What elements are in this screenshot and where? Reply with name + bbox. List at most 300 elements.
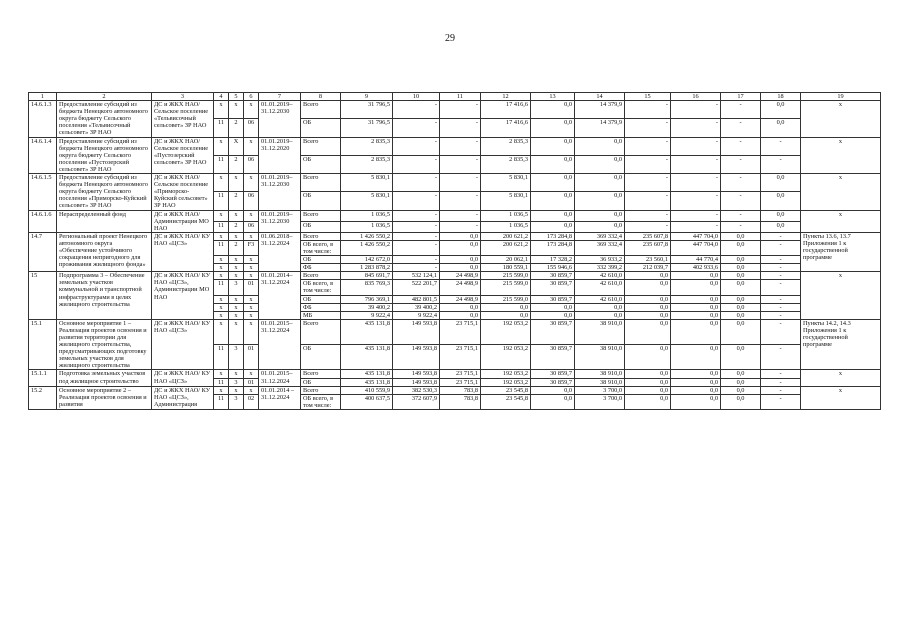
table-cell: 0,0 (761, 221, 801, 232)
table-cell: - (761, 137, 801, 155)
table-cell: 0,0 (671, 319, 721, 344)
table-cell: - (671, 137, 721, 155)
table-cell: 382 530,3 (393, 386, 440, 394)
table-cell: Всего (301, 370, 341, 378)
table-cell: 01.01.2019– 31.12.2030 (259, 101, 301, 137)
table-cell: 1 036,5 (481, 221, 531, 232)
table-cell: ДС и ЖКХ НАО/ КУ НАО «ЦСЗ», Администрации МО НАО (152, 272, 214, 320)
table-cell: х (214, 174, 229, 192)
table-cell: х (229, 210, 244, 221)
table-cell: - (761, 345, 801, 370)
table-cell: 149 593,8 (393, 345, 440, 370)
table-cell: х (801, 370, 881, 386)
table-cell: 0,0 (531, 394, 575, 409)
table-cell: 30 859,7 (531, 280, 575, 295)
table-cell: 1 283 878,2 (341, 264, 393, 272)
table-row (29, 210, 881, 221)
table-cell: - (761, 256, 801, 264)
table-cell: 2 (229, 155, 244, 173)
header-cell: 13 (531, 93, 575, 101)
table-cell: Предоставление субсидий из бюджета Ненецкого автономного округа бюджету Сельского поселения «Приморско-Куйский сельсовет» ЗР НАО (57, 174, 152, 210)
table-cell: - (440, 192, 481, 210)
table-cell: 42 610,0 (575, 272, 625, 280)
table-cell: - (761, 311, 801, 319)
table-cell: ОБ (301, 256, 341, 264)
table-cell: Всего (301, 137, 341, 155)
table-cell: 0,0 (721, 378, 761, 386)
table-cell: 5 830,1 (481, 192, 531, 210)
table-cell: 1 426 550,2 (341, 240, 393, 255)
table-cell: Предоставление субсидий из бюджета Ненецкого автономного округа бюджету Сельского поселения «Тельвисочный сельсовет» ЗР НАО (57, 101, 152, 137)
table-cell: 0,0 (440, 232, 481, 240)
table-cell: 2 835,3 (341, 155, 393, 173)
table-cell: х (214, 232, 229, 240)
table-cell: х (244, 370, 259, 378)
table-cell: 15 (29, 272, 57, 320)
header-cell: 15 (625, 93, 671, 101)
table-cell: 212 039,7 (625, 264, 671, 272)
table-cell: ОБ (301, 155, 341, 173)
table-cell: 192 053,2 (481, 345, 531, 370)
table-cell: х (214, 272, 229, 280)
table-cell: - (440, 210, 481, 221)
table-cell: МБ (301, 311, 341, 319)
table-cell: 235 607,8 (625, 240, 671, 255)
table-cell: 2 (229, 192, 244, 210)
table-cell: 0,0 (575, 174, 625, 192)
table-cell: 0,0 (531, 210, 575, 221)
table-cell: 435 131,8 (341, 378, 393, 386)
table-cell: ДС и ЖКХ НАО/ КУ НАО «ЦСЗ» (152, 319, 214, 370)
table-cell: 0,0 (721, 303, 761, 311)
table-cell: - (721, 101, 761, 119)
table-cell: 0,0 (721, 240, 761, 255)
table-cell: 0,0 (440, 240, 481, 255)
table-cell: 0,0 (531, 174, 575, 192)
table-cell: 38 910,0 (575, 370, 625, 378)
table-cell: Всего (301, 101, 341, 119)
header-cell: 10 (393, 93, 440, 101)
table-cell: 0,0 (531, 155, 575, 173)
table-cell: 39 400,2 (341, 303, 393, 311)
table-cell: 0,0 (671, 378, 721, 386)
table-cell: 0,0 (625, 272, 671, 280)
table-cell: 0,0 (531, 101, 575, 119)
table-cell: - (761, 240, 801, 255)
table-cell: - (721, 119, 761, 137)
table-cell: ДС и ЖКХ НАО/ КУ НАО «ЦСЗ» (152, 232, 214, 271)
table-cell: Всего (301, 232, 341, 240)
table-cell: - (761, 295, 801, 303)
table-cell: 149 593,8 (393, 370, 440, 378)
table-cell: 1 036,5 (341, 221, 393, 232)
table-cell: - (721, 210, 761, 221)
table-cell: - (761, 394, 801, 409)
table-cell: 06 (244, 155, 259, 173)
table-cell: - (625, 137, 671, 155)
table-cell: 0,0 (721, 386, 761, 394)
table-cell: - (721, 192, 761, 210)
table-cell: 3 (229, 280, 244, 295)
table-cell: 0,0 (440, 311, 481, 319)
table-cell: 0,0 (481, 311, 531, 319)
table-cell: 372 607,9 (393, 394, 440, 409)
table-cell: 435 131,8 (341, 345, 393, 370)
table-cell: х (214, 295, 229, 303)
table-cell: х (229, 101, 244, 119)
table-cell: 2 (229, 240, 244, 255)
table-cell: - (440, 221, 481, 232)
table-cell: 0,0 (531, 137, 575, 155)
table-cell: 0,0 (625, 386, 671, 394)
table-cell: х (244, 264, 259, 272)
table-cell: Предоставление субсидий из бюджета Ненецкого автономного округа бюджету Сельского поселения «Пустозерский сельсовет» ЗР НАО (57, 137, 152, 173)
table-cell: 522 201,7 (393, 280, 440, 295)
table-cell: 23 545,8 (481, 394, 531, 409)
table-cell: - (761, 370, 801, 378)
table-cell: 0,0 (721, 272, 761, 280)
table-cell: 11 (214, 345, 229, 370)
table-cell: 01 (244, 280, 259, 295)
table-cell: 0,0 (531, 119, 575, 137)
table-cell: 0,0 (671, 386, 721, 394)
table-cell: 23 715,1 (440, 378, 481, 386)
table-cell: 0,0 (575, 303, 625, 311)
table-cell: - (393, 137, 440, 155)
table-cell: Основное мероприятие 1 – Реализация проектов освоения и развития территории для жилищного строительства, предусматривающих подготовку земельных участков для жилищного строительства (57, 319, 152, 370)
table-cell: 42 610,0 (575, 295, 625, 303)
table-cell: 38 910,0 (575, 345, 625, 370)
table-cell: 0,0 (440, 264, 481, 272)
table-cell: 173 284,8 (531, 240, 575, 255)
table-cell: 0,0 (671, 303, 721, 311)
table-cell: 3 700,0 (575, 394, 625, 409)
table-cell: F3 (244, 240, 259, 255)
table-cell: 42 610,0 (575, 280, 625, 295)
table-cell: х (229, 256, 244, 264)
table-cell: - (721, 221, 761, 232)
table-cell: 1 036,5 (341, 210, 393, 221)
table-cell: 23 715,1 (440, 345, 481, 370)
table-cell: 0,0 (761, 119, 801, 137)
table-cell: 01.01.2015– 31.12.2024 (259, 370, 301, 386)
table-cell: - (761, 378, 801, 386)
table-cell: - (721, 155, 761, 173)
table-cell: 0,0 (531, 221, 575, 232)
table-cell: 835 769,3 (341, 280, 393, 295)
table-cell: Всего (301, 319, 341, 344)
header-cell: 6 (244, 93, 259, 101)
header-cell: 4 (214, 93, 229, 101)
table-cell: 149 593,8 (393, 378, 440, 386)
table-cell: 0,0 (440, 303, 481, 311)
table-cell: 200 621,2 (481, 240, 531, 255)
table-cell: х (244, 386, 259, 394)
table-cell: - (761, 272, 801, 280)
table-cell: х (229, 386, 244, 394)
table-cell: 14.6.1.4 (29, 137, 57, 173)
table-row (29, 101, 881, 119)
table-row (29, 319, 881, 344)
table-cell: х (214, 101, 229, 119)
table-cell: 3 700,0 (575, 386, 625, 394)
table-cell: 410 559,9 (341, 386, 393, 394)
table-cell: Всего (301, 210, 341, 221)
header-row (29, 93, 881, 101)
table-cell: х (214, 370, 229, 378)
table-cell: 31 796,5 (341, 101, 393, 119)
table-cell: ДС и ЖКХ НАО/ КУ НАО «ЦСЗ» (152, 370, 214, 386)
table-cell: 447 704,0 (671, 240, 721, 255)
table-cell: 0,0 (671, 345, 721, 370)
table-cell: 01.01.2014– 31.12.2024 (259, 272, 301, 320)
table-cell: 0,0 (721, 232, 761, 240)
table-cell: Нераспределенный фонд (57, 210, 152, 232)
table-cell: 0,0 (761, 101, 801, 119)
table-cell: Пункты 13.6, 13.7 Приложения 1 к государственной программе (801, 232, 881, 271)
table-cell: 2 835,3 (481, 155, 531, 173)
table-cell: Подготовка земельных участков под жилищное строительство (57, 370, 152, 386)
table-cell: 23 545,8 (481, 386, 531, 394)
table-cell: 14.6.1.3 (29, 101, 57, 137)
table-cell: 23 715,1 (440, 319, 481, 344)
table-cell: 1 036,5 (481, 210, 531, 221)
table-cell: 369 332,4 (575, 232, 625, 240)
table-cell: 142 672,0 (341, 256, 393, 264)
table-cell: - (393, 256, 440, 264)
table-cell: 06 (244, 192, 259, 210)
table-cell: 0,0 (531, 303, 575, 311)
table-cell: 0,0 (671, 280, 721, 295)
table-cell: ОБ всего, в том числе: (301, 280, 341, 295)
table-cell: 192 053,2 (481, 319, 531, 344)
header-cell: 18 (761, 93, 801, 101)
header-cell: 19 (801, 93, 881, 101)
table-cell: 0,0 (481, 303, 531, 311)
table-cell: 0,0 (625, 303, 671, 311)
table-cell: 5 830,1 (481, 174, 531, 192)
table-cell: х (801, 386, 881, 409)
table-cell: 24 498,9 (440, 280, 481, 295)
header-cell: 9 (341, 93, 393, 101)
page-number: 29 (445, 33, 455, 44)
table-cell: 0,0 (721, 280, 761, 295)
table-cell: 192 053,2 (481, 370, 531, 378)
table-cell: 31 796,5 (341, 119, 393, 137)
table-cell: х (244, 137, 259, 155)
table-cell: х (229, 311, 244, 319)
table-cell: х (229, 319, 244, 344)
table-cell: х (801, 272, 881, 320)
table-cell: 02 (244, 394, 259, 409)
table-cell: 14 379,9 (575, 119, 625, 137)
header-cell: 16 (671, 93, 721, 101)
table-cell: 0,0 (625, 378, 671, 386)
table-cell: 23 715,1 (440, 370, 481, 378)
table-cell: ДС и ЖКХ НАО/ Администрация МО НАО (152, 210, 214, 232)
table-cell: 17 416,6 (481, 101, 531, 119)
table-cell: х (244, 311, 259, 319)
table-row (29, 137, 881, 155)
table-cell: 24 498,9 (440, 272, 481, 280)
table-cell: х (244, 295, 259, 303)
header-cell: 17 (721, 93, 761, 101)
table-cell: 9 922,4 (341, 311, 393, 319)
table-cell: х (244, 101, 259, 119)
header-cell: 12 (481, 93, 531, 101)
table-cell: - (625, 210, 671, 221)
table-cell: 15.1 (29, 319, 57, 370)
table-cell: ФБ (301, 303, 341, 311)
table-cell: 0,0 (625, 394, 671, 409)
table-cell: Всего (301, 386, 341, 394)
table-cell: - (625, 155, 671, 173)
table-cell: - (625, 221, 671, 232)
table-cell: 482 801,5 (393, 295, 440, 303)
table-cell: 0,0 (575, 311, 625, 319)
table-cell: 0,0 (625, 311, 671, 319)
table-cell: 180 559,1 (481, 264, 531, 272)
table-cell: ОБ (301, 192, 341, 210)
table-cell: Региональный проект Ненецкого автономного округа «Обеспечение устойчивого сокращения непригодного для проживания жилищного фонда» (57, 232, 152, 271)
table-cell: 14 379,9 (575, 101, 625, 119)
table-cell: х (229, 232, 244, 240)
table-cell: Основное мероприятие 2 – Реализация проектов освоения и развития (57, 386, 152, 409)
table-cell: - (625, 101, 671, 119)
table-cell: 30 859,7 (531, 272, 575, 280)
table-row (29, 370, 881, 378)
table-cell: 435 131,8 (341, 319, 393, 344)
table-cell: 845 691,7 (341, 272, 393, 280)
table-cell: 5 830,1 (341, 192, 393, 210)
table-cell: 796 369,1 (341, 295, 393, 303)
table-cell: - (393, 264, 440, 272)
table-cell: 38 910,0 (575, 378, 625, 386)
table-cell: 435 131,8 (341, 370, 393, 378)
table-cell: 2 (229, 221, 244, 232)
table-cell: х (214, 137, 229, 155)
table-cell: ОБ (301, 378, 341, 386)
table-cell: 215 599,0 (481, 280, 531, 295)
table-cell: 0,0 (575, 192, 625, 210)
table-cell: х (214, 319, 229, 344)
table-cell: х (214, 386, 229, 394)
table-cell: - (721, 174, 761, 192)
table-cell: 0,0 (721, 311, 761, 319)
table-cell: 39 400,2 (393, 303, 440, 311)
table-cell: ОБ всего, в том числе: (301, 394, 341, 409)
table-cell: 38 910,0 (575, 319, 625, 344)
table-cell: 215 599,0 (481, 272, 531, 280)
table-cell: - (761, 319, 801, 344)
table-cell: х (801, 101, 881, 137)
table-cell: 0,0 (721, 295, 761, 303)
table-cell: 0,0 (721, 319, 761, 344)
table-cell: - (393, 221, 440, 232)
table-cell: 11 (214, 280, 229, 295)
table-cell: 3 (229, 394, 244, 409)
table-cell: х (229, 370, 244, 378)
table-cell: 0,0 (761, 174, 801, 192)
table-cell: х (244, 232, 259, 240)
table-cell: - (625, 192, 671, 210)
table-cell: 11 (214, 119, 229, 137)
table-cell: 30 859,7 (531, 319, 575, 344)
header-cell: 14 (575, 93, 625, 101)
table-cell: - (761, 264, 801, 272)
table-cell: - (671, 210, 721, 221)
table-cell: х (229, 264, 244, 272)
table-cell: 30 859,7 (531, 295, 575, 303)
table-cell: 0,0 (531, 311, 575, 319)
table-cell: - (393, 240, 440, 255)
table-cell: 30 859,7 (531, 378, 575, 386)
table-cell: 24 498,9 (440, 295, 481, 303)
table-cell: 783,8 (440, 394, 481, 409)
table-cell: 36 933,2 (575, 256, 625, 264)
table-cell: - (393, 155, 440, 173)
table-cell: 0,0 (531, 386, 575, 394)
table-cell: х (244, 174, 259, 192)
table-cell: х (229, 295, 244, 303)
table-cell: 30 859,7 (531, 345, 575, 370)
table-cell: ДС и ЖКХ НАО/ Сельское поселение «Приморско-Куйский сельсовет» ЗР НАО (152, 174, 214, 210)
table-cell: 400 637,5 (341, 394, 393, 409)
table-cell: 01.06.2018– 31.12.2024 (259, 232, 301, 271)
table-cell: 0,0 (761, 210, 801, 221)
table-cell: 3 (229, 378, 244, 386)
table-cell: х (214, 303, 229, 311)
table-cell: - (440, 101, 481, 119)
table-cell: 173 284,8 (531, 232, 575, 240)
table-cell: 0,0 (721, 256, 761, 264)
table-cell: 9 922,4 (393, 311, 440, 319)
table-cell: 11 (214, 192, 229, 210)
table-cell: 0,0 (671, 295, 721, 303)
table-cell: 1 426 550,2 (341, 232, 393, 240)
table-cell: х (214, 210, 229, 221)
table-cell: 06 (244, 221, 259, 232)
table-cell: х (229, 303, 244, 311)
table-cell: 0,0 (671, 272, 721, 280)
table-cell: 0,0 (625, 345, 671, 370)
table-cell: х (229, 174, 244, 192)
table-cell: - (671, 192, 721, 210)
table-row (29, 386, 881, 394)
table-cell: - (721, 137, 761, 155)
table-cell: 01 (244, 345, 259, 370)
table-cell: - (671, 101, 721, 119)
table-cell: Х (229, 137, 244, 155)
table-cell: 0,0 (440, 256, 481, 264)
table-cell: ОБ (301, 221, 341, 232)
table-cell: Всего (301, 174, 341, 192)
table-cell: 20 062,1 (481, 256, 531, 264)
table-cell: х (244, 303, 259, 311)
table-cell: х (229, 272, 244, 280)
table-cell: Подпрограмма 3 – Обеспечение земельных участков коммунальной и транспортной инфраструктурами в целях жилищного строительства (57, 272, 152, 320)
table-cell: ОБ всего, в том числе: (301, 240, 341, 255)
table-cell: ОБ (301, 295, 341, 303)
table-cell: - (440, 119, 481, 137)
table-cell: 06 (244, 119, 259, 137)
table-cell: х (244, 256, 259, 264)
table-cell: ДС и ЖКХ НАО/ Сельское поселение «Пустозерский сельсовет» ЗР НАО (152, 137, 214, 173)
table-cell: 14.6.1.6 (29, 210, 57, 232)
table-cell: Пункты 14.2, 14.3 Приложения 1 к государственной программе (801, 319, 881, 370)
table-cell: 0,0 (721, 264, 761, 272)
table-cell: 11 (214, 378, 229, 386)
